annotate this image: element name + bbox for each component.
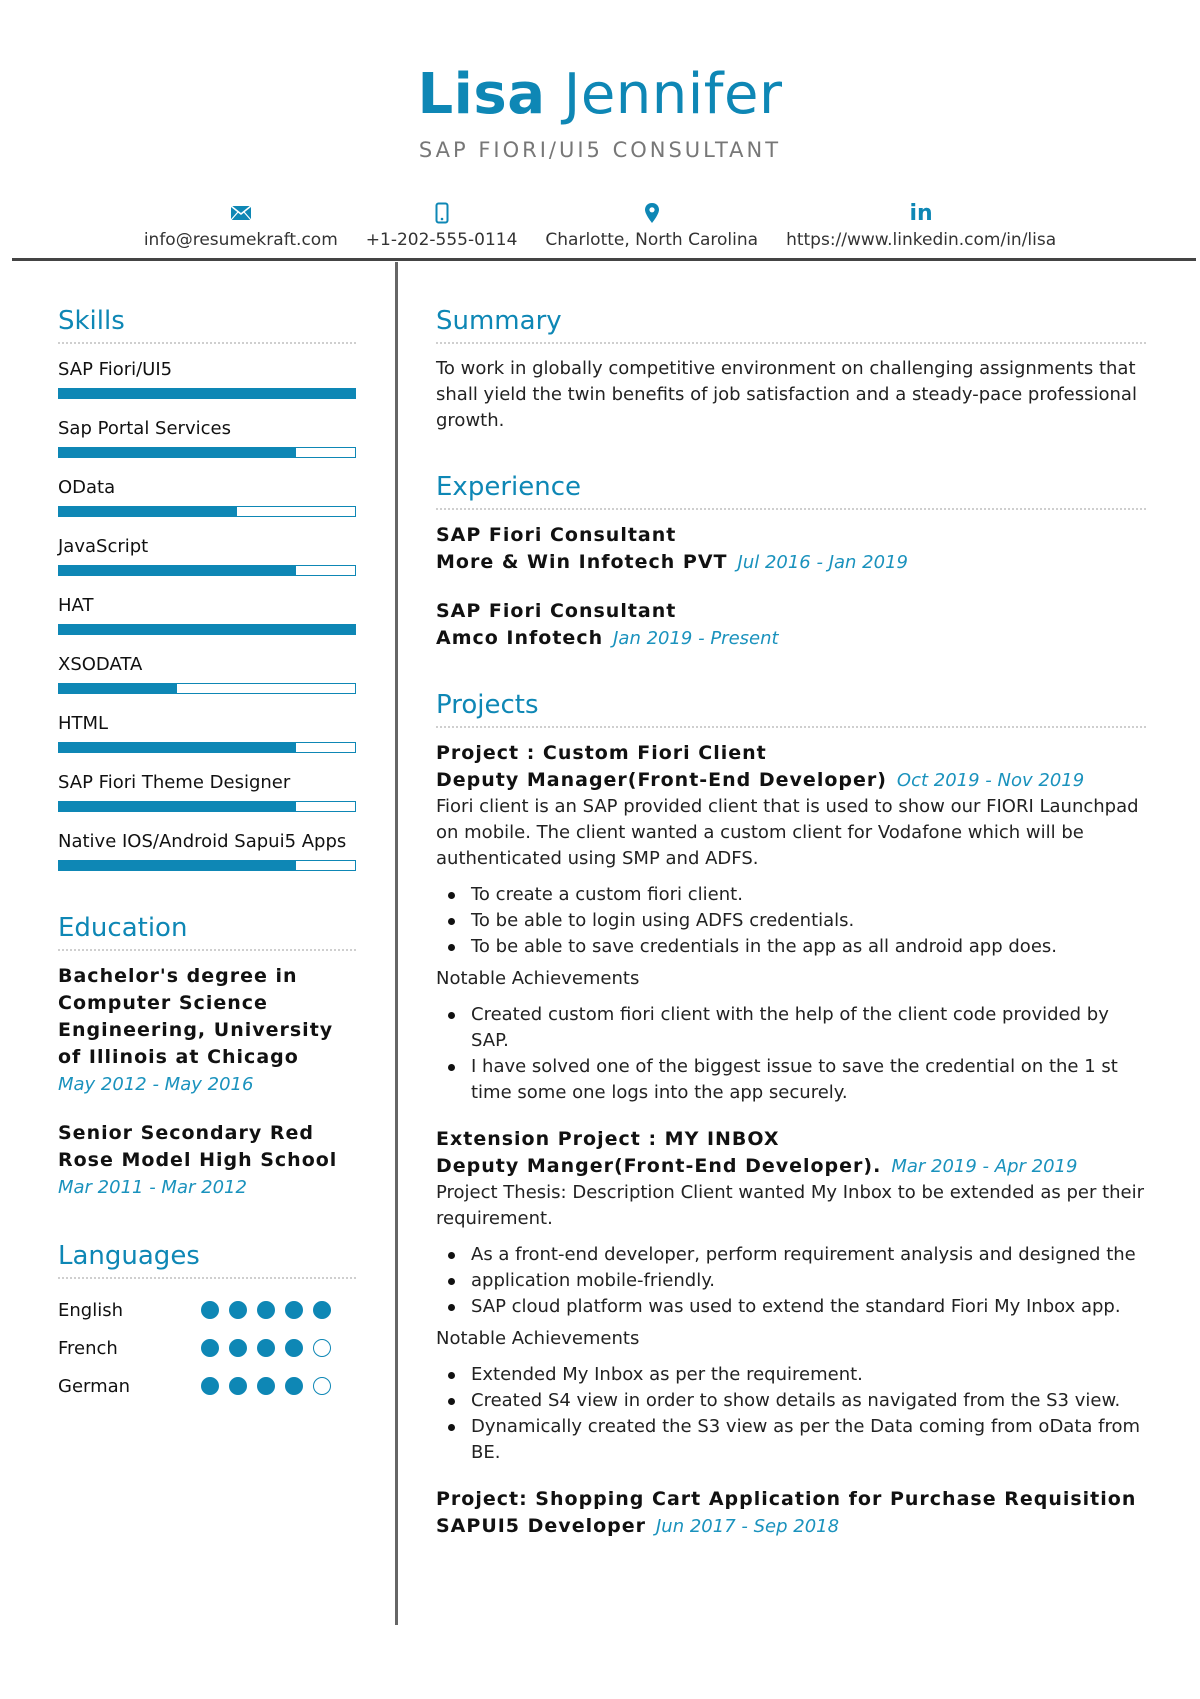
experience-role: SAP Fiori Consultant (436, 600, 677, 622)
skill-label: SAP Fiori/UI5 (58, 359, 173, 380)
experience-date: Jul 2016 - Jan 2019 (737, 552, 908, 573)
right-column (436, 306, 1146, 1560)
skill-level-fill (59, 389, 355, 398)
skill-item (58, 592, 356, 635)
filled-dot-icon (257, 1339, 275, 1357)
project-achievement: Extended My Inbox as per the requirement. (436, 1362, 1146, 1388)
skill-label: JavaScript (58, 536, 149, 557)
left-column (58, 306, 356, 1405)
filled-dot-icon (201, 1301, 219, 1319)
project-role: Deputy Manager(Front-End Developer) (436, 769, 887, 791)
language-name: English (58, 1299, 123, 1321)
skill-level-bar (58, 742, 356, 753)
experience-role: SAP Fiori Consultant (436, 524, 677, 546)
skill-label: Sap Portal Services (58, 418, 231, 439)
last-name: Jennifer (563, 62, 783, 127)
map-pin-icon (644, 200, 660, 226)
filled-dot-icon (257, 1377, 275, 1395)
skill-item (58, 415, 356, 458)
empty-dot-icon (313, 1377, 331, 1395)
project-date: Oct 2019 - Nov 2019 (896, 770, 1085, 791)
project-title: Extension Project : MY INBOX (436, 1128, 780, 1150)
project-task: As a front-end developer, perform requirement analysis and designed the (436, 1242, 1146, 1268)
skill-level-bar (58, 447, 356, 458)
language-rating (201, 1339, 331, 1357)
skills-section (58, 306, 356, 871)
filled-dot-icon (201, 1339, 219, 1357)
contact-phone[interactable] (366, 200, 518, 250)
project-date: Jun 2017 - Sep 2018 (656, 1516, 840, 1537)
skills-heading: Skills (58, 306, 356, 344)
education-date: May 2012 - May 2016 (58, 1074, 254, 1095)
project-task: SAP cloud platform was used to extend the standard Fiori My Inbox app. (436, 1294, 1146, 1320)
experience-section (436, 472, 1146, 652)
project-description: Project Thesis: Description Client wanted My Inbox to be extended as per their requirement. (436, 1182, 1145, 1229)
project-item (436, 1486, 1146, 1540)
skill-item (58, 651, 356, 694)
project-tasks (436, 1242, 1146, 1320)
project-title: Project : Custom Fiori Client (436, 742, 767, 764)
filled-dot-icon (285, 1377, 303, 1395)
mobile-phone-icon (435, 200, 449, 226)
skill-item (58, 474, 356, 517)
project-role: SAPUI5 Developer (436, 1515, 646, 1537)
skill-label: OData (58, 477, 116, 498)
languages-list (58, 1291, 356, 1405)
skill-level-fill (59, 743, 296, 752)
skill-level-fill (59, 448, 296, 457)
location-text: Charlotte, North Carolina (545, 230, 759, 250)
filled-dot-icon (313, 1301, 331, 1319)
project-role-line (436, 1513, 1146, 1540)
project-task: To be able to login using ADFS credentials. (436, 908, 1146, 934)
skill-level-bar (58, 683, 356, 694)
education-heading: Education (58, 913, 356, 951)
experience-item (436, 598, 1146, 652)
skill-item (58, 710, 356, 753)
achievements-label: Notable Achievements (436, 1328, 640, 1349)
project-task: application mobile-friendly. (436, 1268, 1146, 1294)
first-name: Lisa (417, 62, 546, 127)
experience-company-line (436, 625, 1146, 652)
empty-dot-icon (313, 1339, 331, 1357)
skill-item (58, 356, 356, 399)
candidate-name (0, 62, 1200, 127)
project-task: To be able to save credentials in the app as all android app does. (436, 934, 1146, 960)
contact-location (545, 200, 758, 250)
project-role: Deputy Manger(Front-End Developer). (436, 1155, 882, 1177)
projects-heading: Projects (436, 690, 1146, 728)
skill-level-fill (59, 802, 296, 811)
education-item (58, 1120, 356, 1201)
project-achievement: Dynamically created the S3 view as per the Data coming from oData from BE. (436, 1414, 1146, 1466)
project-role-line (436, 1153, 1146, 1180)
filled-dot-icon (229, 1301, 247, 1319)
skill-label: Native IOS/Android Sapui5 Apps (58, 831, 347, 852)
project-task: To create a custom fiori client. (436, 882, 1146, 908)
project-tasks (436, 882, 1146, 960)
filled-dot-icon (285, 1301, 303, 1319)
phone-text: +1-202-555-0114 (365, 230, 518, 250)
email-text: info@resumekraft.com (143, 230, 338, 250)
projects-list (436, 740, 1146, 1540)
job-title: SAP FIORI/UI5 CONSULTANT (418, 138, 782, 162)
skill-level-fill (59, 684, 177, 693)
skill-level-fill (59, 507, 237, 516)
skill-level-bar (58, 506, 356, 517)
language-item (58, 1329, 356, 1367)
project-title: Project: Shopping Cart Application for Purchase Requisition (436, 1488, 1137, 1510)
project-item (436, 1126, 1146, 1466)
envelope-icon (230, 200, 252, 226)
skill-level-bar (58, 801, 356, 812)
project-achievement: Created custom fiori client with the help of the client code provided by SAP. (436, 1002, 1146, 1054)
education-degree: Senior Secondary Red Rose Model High School (58, 1122, 338, 1171)
project-achievements (436, 1002, 1146, 1106)
skill-item (58, 769, 356, 812)
language-rating (201, 1301, 331, 1319)
skill-level-bar (58, 624, 356, 635)
education-degree: Bachelor's degree in Computer Science Engineering, University of Illinois at Chicago (58, 965, 334, 1068)
filled-dot-icon (285, 1339, 303, 1357)
achievements-label: Notable Achievements (436, 968, 640, 989)
education-date: Mar 2011 - Mar 2012 (58, 1177, 247, 1198)
summary-section (436, 306, 1146, 434)
projects-section (436, 690, 1146, 1540)
project-achievements (436, 1362, 1146, 1466)
header-divider (12, 258, 1196, 261)
skill-level-fill (59, 566, 296, 575)
skill-level-fill (59, 625, 355, 634)
experience-company: Amco Infotech (436, 627, 604, 649)
skill-label: HAT (58, 595, 94, 616)
skill-item (58, 533, 356, 576)
education-item (58, 963, 356, 1098)
experience-company-line (436, 549, 1146, 576)
project-role-line (436, 767, 1146, 794)
linkedin-text: https://www.linkedin.com/in/lisa (786, 230, 1057, 250)
project-date: Mar 2019 - Apr 2019 (891, 1156, 1078, 1177)
project-description: Fiori client is an SAP provided client that is used to show our FIORI Launchpad on mobile. The client wanted a custom client for Vodafone which will be authenticated using SMP and ADFS. (436, 796, 1139, 869)
experience-date: Jan 2019 - Present (613, 628, 779, 649)
skill-label: HTML (58, 713, 109, 734)
filled-dot-icon (201, 1377, 219, 1395)
language-name: German (58, 1375, 131, 1397)
skill-level-bar (58, 565, 356, 576)
skill-level-bar (58, 860, 356, 871)
experience-company: More & Win Infotech PVT (436, 551, 728, 573)
contact-bar (140, 200, 1060, 250)
skill-item (58, 828, 356, 871)
project-item (436, 740, 1146, 1106)
experience-heading: Experience (436, 472, 1146, 510)
language-name: French (58, 1337, 118, 1359)
project-achievement: Created S4 view in order to show details as navigated from the S3 view. (436, 1388, 1146, 1414)
language-rating (201, 1377, 331, 1395)
summary-text: To work in globally competitive environment on challenging assignments that shall yield the twin benefits of job satisfaction and a steady-pace professional growth. (436, 358, 1137, 431)
contact-linkedin[interactable] (786, 200, 1056, 250)
column-divider (395, 262, 398, 1625)
filled-dot-icon (229, 1339, 247, 1357)
linkedin-icon: in (909, 200, 933, 226)
filled-dot-icon (229, 1377, 247, 1395)
skill-level-bar (58, 388, 356, 399)
filled-dot-icon (257, 1301, 275, 1319)
language-item (58, 1291, 356, 1329)
languages-heading: Languages (58, 1241, 356, 1279)
education-section (58, 913, 356, 1201)
summary-heading: Summary (436, 306, 1146, 344)
language-item (58, 1367, 356, 1405)
experience-item (436, 522, 1146, 576)
skill-label: SAP Fiori Theme Designer (58, 772, 291, 793)
languages-section (58, 1241, 356, 1405)
skill-level-fill (59, 861, 296, 870)
contact-email[interactable] (144, 200, 338, 250)
skills-list (58, 356, 356, 871)
project-achievement: I have solved one of the biggest issue to save the credential on the 1 st time some one logs into the app securely. (436, 1054, 1146, 1106)
skill-label: XSODATA (58, 654, 143, 675)
